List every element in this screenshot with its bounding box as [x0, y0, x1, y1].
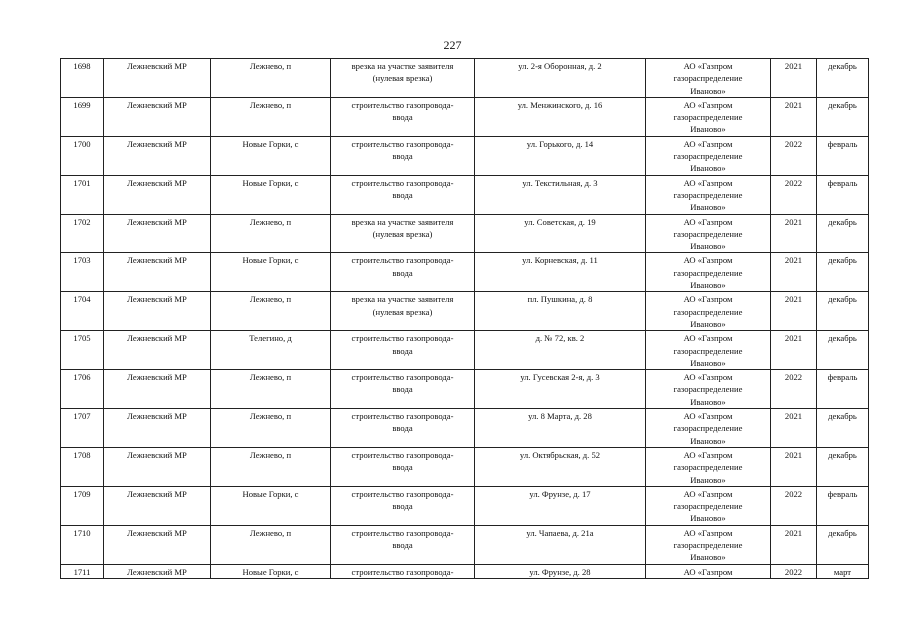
month-cell: декабрь	[817, 59, 869, 98]
month-cell: декабрь	[817, 331, 869, 370]
row-number-cell: 1705	[61, 331, 104, 370]
work-type-line: ввода	[392, 423, 413, 434]
organization-cell	[646, 409, 771, 448]
row-number-cell: 1701	[61, 175, 104, 214]
work-type-cell	[331, 97, 475, 136]
work-type-cell	[331, 409, 475, 448]
district-cell: Лежневский МР	[104, 409, 211, 448]
work-type-line: ввода	[392, 112, 413, 123]
organization-cell	[646, 486, 771, 525]
year-cell: 2021	[771, 331, 817, 370]
organization-line: АО «Газпром	[683, 138, 733, 149]
organization-cell	[646, 564, 771, 578]
year-cell: 2021	[771, 292, 817, 331]
organization-line: АО «Газпром	[683, 527, 733, 538]
district-cell: Лежневский МР	[104, 525, 211, 564]
locality-cell: Новые Горки, с	[211, 175, 331, 214]
organization-line: Иваново»	[690, 202, 726, 213]
district-cell: Лежневский МР	[104, 447, 211, 486]
address-cell: ул. Менжинского, д. 16	[475, 97, 646, 136]
year-cell: 2021	[771, 214, 817, 253]
organization-line: АО «Газпром	[683, 488, 733, 499]
work-type-line: ввода	[392, 462, 413, 473]
work-type-line: ввода	[392, 539, 413, 550]
work-type-line: строительство газопровода-	[351, 527, 454, 538]
address-cell: д. № 72, кв. 2	[475, 331, 646, 370]
district-cell: Лежневский МР	[104, 370, 211, 409]
month-cell: декабрь	[817, 214, 869, 253]
month-cell: февраль	[817, 370, 869, 409]
row-number-cell: 1710	[61, 525, 104, 564]
work-type-line: ввода	[392, 501, 413, 512]
organization-line: Иваново»	[690, 318, 726, 329]
work-type-line: строительство газопровода-	[351, 566, 454, 577]
organization-line: Иваново»	[690, 280, 726, 291]
organization-line: Иваново»	[690, 357, 726, 368]
district-cell: Лежневский МР	[104, 253, 211, 292]
organization-line: АО «Газпром	[683, 61, 733, 71]
locality-cell: Новые Горки, с	[211, 136, 331, 175]
organization-cell	[646, 292, 771, 331]
row-number-cell: 1706	[61, 370, 104, 409]
month-cell: декабрь	[817, 253, 869, 292]
month-cell: март	[817, 564, 869, 578]
locality-cell: Лежнево, п	[211, 292, 331, 331]
table-row	[61, 292, 869, 331]
organization-cell	[646, 525, 771, 564]
organization-cell	[646, 136, 771, 175]
organization-cell	[646, 59, 771, 98]
organization-line: АО «Газпром	[683, 177, 733, 188]
work-type-line: ввода	[392, 384, 413, 395]
organization-line: Иваново»	[690, 163, 726, 174]
table-row	[61, 409, 869, 448]
table-row	[61, 486, 869, 525]
organization-line: газораспределение	[673, 501, 743, 512]
page-number: 227	[443, 38, 462, 52]
work-type-line: строительство газопровода-	[351, 138, 454, 149]
locality-cell: Лежнево, п	[211, 370, 331, 409]
table-row	[61, 214, 869, 253]
address-cell: ул. 2-я Оборонная, д. 2	[475, 59, 646, 98]
month-cell: декабрь	[817, 97, 869, 136]
locality-cell: Лежнево, п	[211, 97, 331, 136]
locality-cell: Новые Горки, с	[211, 564, 331, 578]
organization-line: Иваново»	[690, 474, 726, 485]
address-cell: ул. Фрунзе, д. 28	[475, 564, 646, 578]
organization-line: газораспределение	[673, 112, 743, 123]
district-cell: Лежневский МР	[104, 175, 211, 214]
table-row	[61, 253, 869, 292]
district-cell: Лежневский МР	[104, 97, 211, 136]
address-cell: ул. Октябрьская, д. 52	[475, 447, 646, 486]
work-type-cell	[331, 253, 475, 292]
month-cell: февраль	[817, 136, 869, 175]
year-cell: 2021	[771, 409, 817, 448]
row-number-cell: 1700	[61, 136, 104, 175]
organization-line: Иваново»	[690, 552, 726, 563]
gas-connection-table	[60, 58, 869, 579]
organization-line: АО «Газпром	[683, 411, 733, 422]
organization-line: Иваново»	[690, 396, 726, 407]
organization-line: газораспределение	[673, 189, 743, 200]
work-type-cell	[331, 136, 475, 175]
organization-line: Иваново»	[690, 85, 726, 96]
year-cell: 2022	[771, 564, 817, 578]
work-type-cell	[331, 59, 475, 98]
work-type-line: врезка на участке заявителя	[351, 216, 454, 227]
locality-cell: Новые Горки, с	[211, 253, 331, 292]
organization-line: Иваново»	[690, 241, 726, 252]
organization-line: Иваново»	[690, 435, 726, 446]
year-cell: 2021	[771, 525, 817, 564]
work-type-line: врезка на участке заявителя	[351, 294, 454, 305]
organization-line: газораспределение	[673, 228, 743, 239]
organization-line: АО «Газпром	[683, 99, 733, 110]
organization-cell	[646, 175, 771, 214]
address-cell: ул. Горького, д. 14	[475, 136, 646, 175]
work-type-line: ввода	[392, 345, 413, 356]
work-type-line: строительство газопровода-	[351, 411, 454, 422]
organization-line: газораспределение	[673, 423, 743, 434]
row-number-cell: 1702	[61, 214, 104, 253]
work-type-line: ввода	[392, 151, 413, 162]
row-number-cell: 1698	[61, 59, 104, 98]
organization-line: газораспределение	[673, 345, 743, 356]
organization-line: АО «Газпром	[683, 216, 733, 227]
year-cell: 2022	[771, 370, 817, 409]
locality-cell: Лежнево, п	[211, 59, 331, 98]
year-cell: 2022	[771, 136, 817, 175]
organization-line: Иваново»	[690, 513, 726, 524]
work-type-cell	[331, 525, 475, 564]
work-type-cell	[331, 447, 475, 486]
organization-cell	[646, 370, 771, 409]
work-type-cell	[331, 486, 475, 525]
row-number-cell: 1708	[61, 447, 104, 486]
organization-cell	[646, 331, 771, 370]
district-cell: Лежневский МР	[104, 292, 211, 331]
year-cell: 2021	[771, 59, 817, 98]
organization-line: газораспределение	[673, 267, 743, 278]
locality-cell: Лежнево, п	[211, 525, 331, 564]
work-type-line: строительство газопровода-	[351, 333, 454, 344]
work-type-line: врезка на участке заявителя	[351, 61, 454, 71]
work-type-cell	[331, 292, 475, 331]
work-type-line: строительство газопровода-	[351, 177, 454, 188]
row-number-cell: 1704	[61, 292, 104, 331]
year-cell: 2021	[771, 447, 817, 486]
month-cell: февраль	[817, 175, 869, 214]
table-row	[61, 97, 869, 136]
address-cell: ул. Текстильная, д. 3	[475, 175, 646, 214]
table-row	[61, 447, 869, 486]
work-type-line: строительство газопровода-	[351, 488, 454, 499]
table-row	[61, 525, 869, 564]
organization-line: газораспределение	[673, 151, 743, 162]
month-cell: декабрь	[817, 525, 869, 564]
work-type-line: строительство газопровода-	[351, 99, 454, 110]
row-number-cell: 1699	[61, 97, 104, 136]
work-type-cell	[331, 214, 475, 253]
locality-cell: Телегино, д	[211, 331, 331, 370]
work-type-line: (нулевая врезка)	[372, 306, 433, 317]
work-type-cell	[331, 175, 475, 214]
table-row	[61, 370, 869, 409]
organization-line: Иваново»	[690, 124, 726, 135]
organization-line: газораспределение	[673, 539, 743, 550]
work-type-line: ввода	[392, 267, 413, 278]
locality-cell: Лежнево, п	[211, 214, 331, 253]
month-cell: декабрь	[817, 409, 869, 448]
locality-cell: Лежнево, п	[211, 447, 331, 486]
district-cell: Лежневский МР	[104, 331, 211, 370]
organization-cell	[646, 447, 771, 486]
year-cell: 2022	[771, 175, 817, 214]
district-cell: Лежневский МР	[104, 564, 211, 578]
organization-cell	[646, 97, 771, 136]
table-row	[61, 331, 869, 370]
organization-cell	[646, 253, 771, 292]
table-row	[61, 136, 869, 175]
month-cell: декабрь	[817, 447, 869, 486]
work-type-line: строительство газопровода-	[351, 372, 454, 383]
month-cell: февраль	[817, 486, 869, 525]
address-cell: ул. Корневская, д. 11	[475, 253, 646, 292]
organization-line: газораспределение	[673, 73, 743, 84]
table-row	[61, 175, 869, 214]
work-type-cell	[331, 331, 475, 370]
organization-cell	[646, 214, 771, 253]
work-type-line: ввода	[392, 189, 413, 200]
work-type-cell	[331, 564, 475, 578]
organization-line: АО «Газпром	[683, 449, 733, 460]
organization-line: газораспределение	[673, 384, 743, 395]
row-number-cell: 1709	[61, 486, 104, 525]
organization-line: АО «Газпром	[683, 566, 733, 577]
table-body	[61, 59, 869, 579]
organization-line: АО «Газпром	[683, 333, 733, 344]
district-cell: Лежневский МР	[104, 214, 211, 253]
organization-line: АО «Газпром	[683, 372, 733, 383]
organization-line: газораспределение	[673, 462, 743, 473]
address-cell: ул. Фрунзе, д. 17	[475, 486, 646, 525]
address-cell: ул. Гусевская 2-я, д. 3	[475, 370, 646, 409]
year-cell: 2022	[771, 486, 817, 525]
organization-line: АО «Газпром	[683, 255, 733, 266]
work-type-line: (нулевая врезка)	[372, 228, 433, 239]
address-cell: пл. Пушкина, д. 8	[475, 292, 646, 331]
work-type-line: строительство газопровода-	[351, 255, 454, 266]
table-row	[61, 59, 869, 98]
row-number-cell: 1711	[61, 564, 104, 578]
locality-cell: Новые Горки, с	[211, 486, 331, 525]
address-cell: ул. Чапаева, д. 21а	[475, 525, 646, 564]
table-row	[61, 564, 869, 578]
district-cell: Лежневский МР	[104, 136, 211, 175]
row-number-cell: 1703	[61, 253, 104, 292]
address-cell: ул. Советская, д. 19	[475, 214, 646, 253]
district-cell: Лежневский МР	[104, 486, 211, 525]
locality-cell: Лежнево, п	[211, 409, 331, 448]
organization-line: газораспределение	[673, 306, 743, 317]
district-cell: Лежневский МР	[104, 59, 211, 98]
organization-line: АО «Газпром	[683, 294, 733, 305]
work-type-cell	[331, 370, 475, 409]
month-cell: декабрь	[817, 292, 869, 331]
address-cell: ул. 8 Марта, д. 28	[475, 409, 646, 448]
row-number-cell: 1707	[61, 409, 104, 448]
year-cell: 2021	[771, 97, 817, 136]
work-type-line: (нулевая врезка)	[372, 73, 433, 84]
work-type-line: строительство газопровода-	[351, 449, 454, 460]
year-cell: 2021	[771, 253, 817, 292]
